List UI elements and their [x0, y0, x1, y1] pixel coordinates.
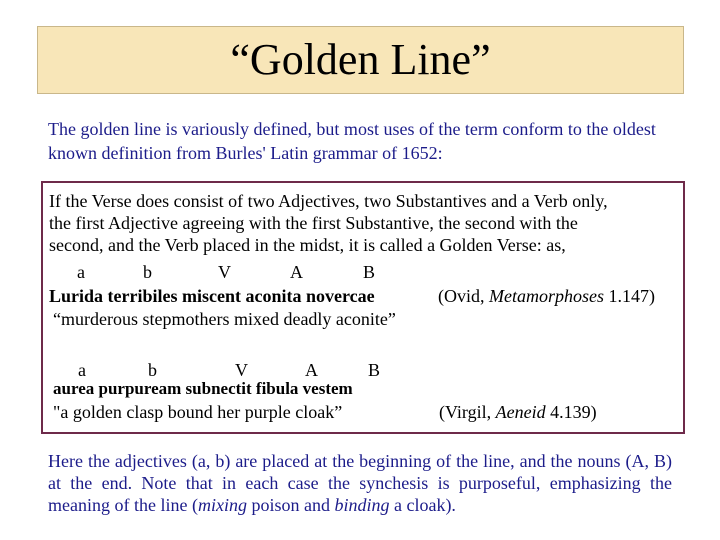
example2-letter-A: A: [305, 360, 318, 380]
example2-letter-b: b: [148, 360, 157, 380]
definition-quote-box: [41, 181, 685, 434]
example1-citation: (Ovid, Metamorphoses 1.147): [438, 286, 655, 306]
example2-translation: "a golden clasp bound her purple cloak”: [53, 402, 343, 422]
example1-latin: Lurida terribiles miscent aconita novercae: [49, 286, 375, 306]
example2-letter-B: B: [368, 360, 381, 380]
example1-translation: “murderous stepmothers mixed deadly aconite”: [53, 309, 396, 329]
example2-work-title: Aeneid: [495, 402, 546, 422]
example2-citation: (Virgil, Aeneid 4.139): [439, 402, 597, 422]
emphasis-binding: binding: [334, 495, 390, 515]
example1-letter-B: B: [363, 262, 376, 282]
example1-letter-b: b: [143, 262, 152, 282]
example2-letter-a: a: [78, 360, 86, 380]
title-banner: [37, 26, 684, 94]
example1-work-title: Metamorphoses: [489, 286, 604, 306]
example2-letter-V: V: [235, 360, 248, 380]
example1-letter-a: a: [77, 262, 85, 282]
example1-letter-V: V: [218, 262, 231, 282]
definition-line-2: the first Adjective agreeing with the first Substantive, the second with the: [49, 213, 578, 233]
definition-line-1: If the Verse does consist of two Adjectives, two Substantives and a Verb only,: [49, 191, 608, 211]
example2-latin: aurea purpuream subnectit fibula vestem: [53, 379, 353, 398]
closing-paragraph: Here the adjectives (a, b) are placed at the beginning of the line, and the nouns (A, B) at the end. Note that in each case the synchesis is purposeful, emphasizing the meaning of the line (mixing poison and binding a cloak).: [48, 451, 672, 515]
page-title: “Golden Line”: [230, 35, 491, 84]
intro-paragraph: The golden line is variously defined, but most uses of the term conform to the oldest known definition from Burles' Latin grammar of 1652:: [48, 119, 656, 163]
definition-line-3: second, and the Verb placed in the midst, it is called a Golden Verse: as,: [49, 235, 566, 255]
example1-letter-A: A: [290, 262, 303, 282]
emphasis-mixing: mixing: [197, 495, 247, 515]
